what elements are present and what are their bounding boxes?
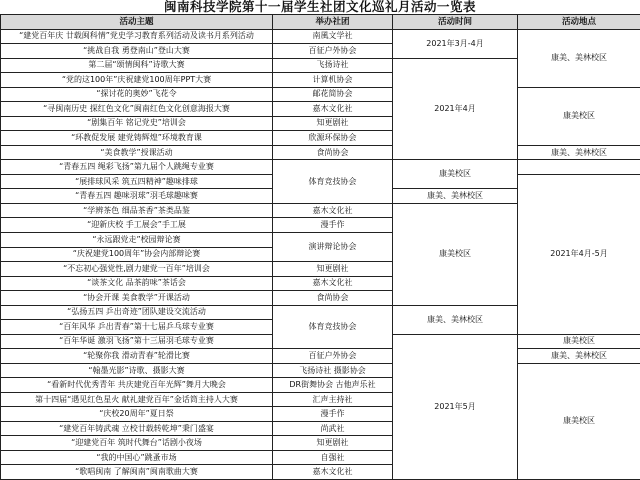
activity-location: 康美校区 <box>393 203 518 305</box>
activity-theme: “庆祝建党100周年”协会内部辩论赛 <box>1 247 273 262</box>
activity-location: 康美、美林校区 <box>393 305 518 334</box>
activity-theme: “庆校20周年”夏日祭 <box>1 407 273 422</box>
activity-location: 康美、美林校区 <box>518 29 640 87</box>
table-row <box>1 145 640 160</box>
host-club: 百征户外协会 <box>273 349 393 364</box>
host-club: 飞扬诗社 <box>273 58 393 73</box>
host-club: 食尚协会 <box>273 145 393 160</box>
host-club: 体育竞技协会 <box>273 305 393 349</box>
activity-schedule-table <box>0 14 640 480</box>
host-club: 知更剧社 <box>273 262 393 277</box>
activity-theme: “轮聚你我 滑动青春”轮滑比赛 <box>1 349 273 364</box>
activity-theme: “迎新庆校 手工展会”手工展 <box>1 218 273 233</box>
activity-location: 康美、美林校区 <box>518 145 640 160</box>
host-club: 演讲辩论协会 <box>273 232 393 261</box>
host-club: 嘉木文化社 <box>273 465 393 480</box>
activity-theme: “剧集百年 铭记党史”培训会 <box>1 116 273 131</box>
header-row <box>1 15 640 30</box>
activity-theme: “看新时代优秀青年 共庆建党百年光辉”舞月大晚会 <box>1 378 273 393</box>
activity-theme: “百年风华 乒出青春”第十七届乒乓球专业赛 <box>1 320 273 335</box>
host-club: 漫手作 <box>273 407 393 422</box>
activity-theme: “翰墨光影”诗歌、摄影大赛 <box>1 363 273 378</box>
activity-location: 康美校区 <box>518 334 640 349</box>
header-theme: 活动主题 <box>1 15 273 30</box>
activity-theme: “展排球风采 筑五四精神”趣味排球 <box>1 174 273 189</box>
table-row <box>1 160 640 175</box>
activity-theme: “探讨花的奥妙”飞花令 <box>1 87 273 102</box>
activity-theme: “美食教学”授课活动 <box>1 145 273 160</box>
activity-location: 康美校区 <box>518 363 640 479</box>
host-club: 食尚协会 <box>273 291 393 306</box>
activity-theme: 第二届“颂情闽科”诗歌大赛 <box>1 58 273 73</box>
activity-theme: “永远跟党走”校园辩论赛 <box>1 232 273 247</box>
host-club: 体育竞技协会 <box>273 160 393 204</box>
activity-location: 康美校区 <box>393 160 518 189</box>
host-club: 自强社 <box>273 450 393 465</box>
table-row <box>1 363 640 378</box>
activity-theme: “青春五四 绳彩飞扬”第九届个人跳绳专业赛 <box>1 160 273 175</box>
activity-theme: “迎建党百年 筑时代舞台”话剧小夜场 <box>1 436 273 451</box>
host-club: 嘉木文化社 <box>273 203 393 218</box>
activity-theme: “寻闽南历史 探红色文化”闽南红色文化创意海报大赛 <box>1 102 273 117</box>
host-club: 尚武社 <box>273 421 393 436</box>
host-club: 南風文学社 <box>273 29 393 44</box>
activity-theme: “党的这100年”庆祝建党100周年PPT大赛 <box>1 73 273 88</box>
host-club: 计算机协会 <box>273 73 393 88</box>
activity-theme: “我的中国心”跳蚤市场 <box>1 450 273 465</box>
header-period: 活动时间 <box>393 15 518 30</box>
activity-period: 2021年5月 <box>393 334 518 479</box>
header-location: 活动地点 <box>518 15 640 30</box>
activity-theme: “青春五四 趣味羽球”羽毛球趣味赛 <box>1 189 273 204</box>
activity-theme: “建党百年铸武魂 立校廿载转乾坤”秉门盛宴 <box>1 421 273 436</box>
activity-period: 2021年4月 <box>393 58 518 160</box>
activity-theme: “协会开课 美食教学”开课活动 <box>1 291 273 306</box>
activity-theme: “建党百年庆 廿载闽科情”党史学习教育系列活动及读书月系列活动 <box>1 29 273 44</box>
table-row <box>1 349 640 364</box>
table-row <box>1 87 640 102</box>
activity-theme: 第十四届“遇见红色星火 献礼建党百年”金话筒主持人大赛 <box>1 392 273 407</box>
activity-theme: “学辨茶色 细品茶香”茶类品鉴 <box>1 203 273 218</box>
host-club: DR街舞协会 古他声乐社 <box>273 378 393 393</box>
host-club: 知更剧社 <box>273 436 393 451</box>
host-club: 欣源环保协会 <box>273 131 393 146</box>
activity-theme: “环教促发展 建党铸辉煌”环境教育课 <box>1 131 273 146</box>
host-club: 百征户外协会 <box>273 44 393 59</box>
activity-location: 康美校区 <box>518 87 640 145</box>
document-title: 闽南科技学院第十一届学生社团文化巡礼月活动一览表 <box>163 0 476 14</box>
host-club: 嘉木文化社 <box>273 102 393 117</box>
activity-theme: “弘扬五四 乒出奇迹”团队建设交流活动 <box>1 305 273 320</box>
host-club: 嘉木文化社 <box>273 276 393 291</box>
activity-theme: “挑战自我 勇登南山”登山大赛 <box>1 44 273 59</box>
host-club: 邮花简协会 <box>273 87 393 102</box>
activity-location: 康美、美林校区 <box>393 189 518 204</box>
host-club: 飞扬诗社 摄影协会 <box>273 363 393 378</box>
activity-period: 2021年3月-4月 <box>393 29 518 58</box>
activity-period: 2021年4月-5月 <box>518 174 640 334</box>
header-club: 举办社团 <box>273 15 393 30</box>
activity-theme: “谈茶文化 品茶韵味”茶话会 <box>1 276 273 291</box>
host-club: 知更剧社 <box>273 116 393 131</box>
activity-theme: “不忘初心强党性,剧力建党一百年”培训会 <box>1 262 273 277</box>
activity-theme: “歌唱闽南 了解闽南”闽南歌曲大赛 <box>1 465 273 480</box>
activity-location: 康美、美林校区 <box>518 349 640 364</box>
activity-theme: “百年华诞 激羽飞扬”第十三届羽毛球专业赛 <box>1 334 273 349</box>
table-row <box>1 29 640 44</box>
host-club: 漫手作 <box>273 218 393 233</box>
host-club: 汇声主持社 <box>273 392 393 407</box>
